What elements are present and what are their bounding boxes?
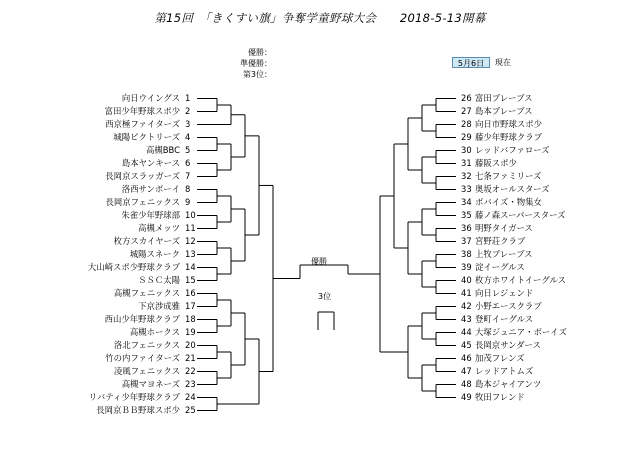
right-team-row: ボバイズ・物集女 (475, 197, 542, 207)
team-name: 長岡京スラッガーズ (105, 171, 180, 181)
team-number: 14 (185, 262, 196, 272)
team-number: 1 (185, 93, 191, 103)
right-team-row: 登町イーグルス (475, 314, 534, 324)
team-name: 長岡京フェニックス (105, 197, 180, 207)
team-number: 26 (461, 93, 472, 103)
third-place-match-label: 3位 (318, 292, 332, 301)
team-number: 30 (461, 145, 472, 155)
right-team-row: 牧田フレンド (475, 392, 525, 402)
team-number: 4 (185, 132, 191, 142)
team-number: 33 (461, 184, 472, 194)
team-number: 41 (461, 288, 472, 298)
right-team-row: 上牧ブレーブス (475, 249, 533, 259)
team-name: 下京涉成雅 (138, 301, 180, 311)
right-team-row: 島本ブレーブス (475, 106, 533, 116)
third-place-label: 第3位： (242, 70, 272, 79)
team-name: 朱雀少年野球部 (121, 210, 180, 220)
team-number: 27 (461, 106, 472, 116)
right-team-row: 加茂フレンズ (475, 353, 525, 363)
right-team-row: レッドアトムズ (475, 366, 534, 376)
team-name: 西山少年野球クラブ (104, 314, 180, 324)
team-number: 29 (461, 132, 472, 142)
team-number: 20 (185, 340, 196, 350)
team-number: 5 (185, 145, 191, 155)
team-number: 38 (461, 249, 472, 259)
team-number: 13 (185, 249, 196, 259)
team-number: 45 (461, 340, 472, 350)
right-team-row: 向日レジェンド (475, 288, 534, 298)
team-number: 15 (185, 275, 196, 285)
right-team-row: 淀イーグルス (475, 262, 525, 272)
team-name: 凌風フェニックス (113, 366, 180, 376)
team-number: 35 (461, 210, 472, 220)
runner-up-label: 準優勝： (240, 59, 272, 68)
right-team-row: 宮野荘クラブ (475, 236, 526, 246)
right-team-row: 枚方ホワイトイーグルス (475, 275, 566, 285)
team-name: 富田少年野球スポ少 (104, 106, 180, 116)
team-name: 高槻メッツ (138, 223, 180, 233)
status-date-badge: 5月6日 (452, 57, 490, 68)
team-number: 40 (461, 275, 472, 285)
page-title: 第15回 「きくすい旗」争奪学童野球大会 2018-5-13開幕 (154, 11, 486, 25)
right-team-row: 藤少年野球クラブ (475, 132, 542, 142)
team-number: 49 (461, 392, 472, 402)
team-number: 18 (185, 314, 196, 324)
team-name: 洛西サンボーイ (121, 184, 180, 194)
team-number: 2 (185, 106, 191, 116)
team-number: 21 (185, 353, 196, 363)
right-team-row: 富田ブレーブス (475, 93, 533, 103)
team-number: 12 (185, 236, 196, 246)
team-number: 22 (185, 366, 196, 376)
team-number: 42 (461, 301, 472, 311)
team-number: 23 (185, 379, 196, 389)
right-team-row: 明野タイガース (475, 223, 533, 233)
right-team-row: 七条ファミリーズ (475, 171, 542, 181)
final-label: 優勝 (311, 257, 327, 266)
status-suffix: 現在 (495, 58, 511, 67)
right-team-row: 藤ノ森スーパースターズ (475, 210, 566, 220)
team-name: 枚方スカイヤーズ (113, 236, 180, 246)
team-number: 7 (185, 171, 191, 181)
team-number: 6 (185, 158, 191, 168)
team-number: 17 (185, 301, 196, 311)
right-team-row: 大塚ジュニア・ボーイズ (475, 327, 567, 337)
team-name: 大山崎スポ少野球クラブ (87, 262, 180, 272)
team-number: 24 (185, 392, 196, 402)
team-name: 高槻マヨネーズ (121, 379, 180, 389)
team-number: 32 (461, 171, 472, 181)
team-number: 19 (185, 327, 196, 337)
right-team-row: 長岡京サンダース (475, 340, 541, 350)
right-team-row: 小野エースクラブ (475, 301, 542, 311)
team-name: 島本ヤンキース (121, 158, 180, 168)
team-name: 高槻ホークス (129, 327, 180, 337)
team-name: 竹の内ファイターズ (105, 353, 180, 363)
right-team-row: 向日市野球スポ少 (475, 119, 542, 129)
right-team-row: レッドバファローズ (475, 145, 550, 155)
team-number: 48 (461, 379, 472, 389)
team-name: 城陽ビクトリーズ (113, 132, 180, 142)
team-number: 8 (185, 184, 191, 194)
right-team-row: 奥坂オールスターズ (475, 184, 550, 194)
team-number: 43 (461, 314, 472, 324)
team-name: ＳＳＣ太陽 (138, 275, 180, 285)
right-team-row: 藤阪スポ少 (475, 158, 517, 168)
team-number: 11 (185, 223, 196, 233)
team-number: 3 (185, 119, 191, 129)
team-number: 34 (461, 197, 472, 207)
team-name: 高槻フェニックス (113, 288, 180, 298)
team-number: 31 (461, 158, 472, 168)
winner-label: 優勝： (248, 48, 272, 57)
team-name: 向日ウイングス (121, 93, 180, 103)
team-number: 9 (185, 197, 191, 207)
right-team-row: 島本ジャイアンツ (475, 379, 542, 389)
team-number: 37 (461, 236, 472, 246)
team-number: 16 (185, 288, 196, 298)
team-number: 47 (461, 366, 472, 376)
team-number: 10 (185, 210, 196, 220)
team-number: 44 (461, 327, 472, 337)
team-name: 洛北フェニックス (113, 340, 180, 350)
team-name: 城陽スネーク (129, 249, 180, 259)
team-number: 39 (461, 262, 472, 272)
team-number: 36 (461, 223, 472, 233)
team-number: 28 (461, 119, 472, 129)
team-number: 46 (461, 353, 472, 363)
team-name: 長岡京ＢＢ野球スポ少 (96, 405, 180, 415)
team-name: 西京極ファイターズ (105, 119, 180, 129)
team-name: 高槻BBC (146, 145, 180, 155)
team-name: リバティ少年野球クラブ (88, 392, 180, 402)
team-number: 25 (185, 405, 196, 415)
